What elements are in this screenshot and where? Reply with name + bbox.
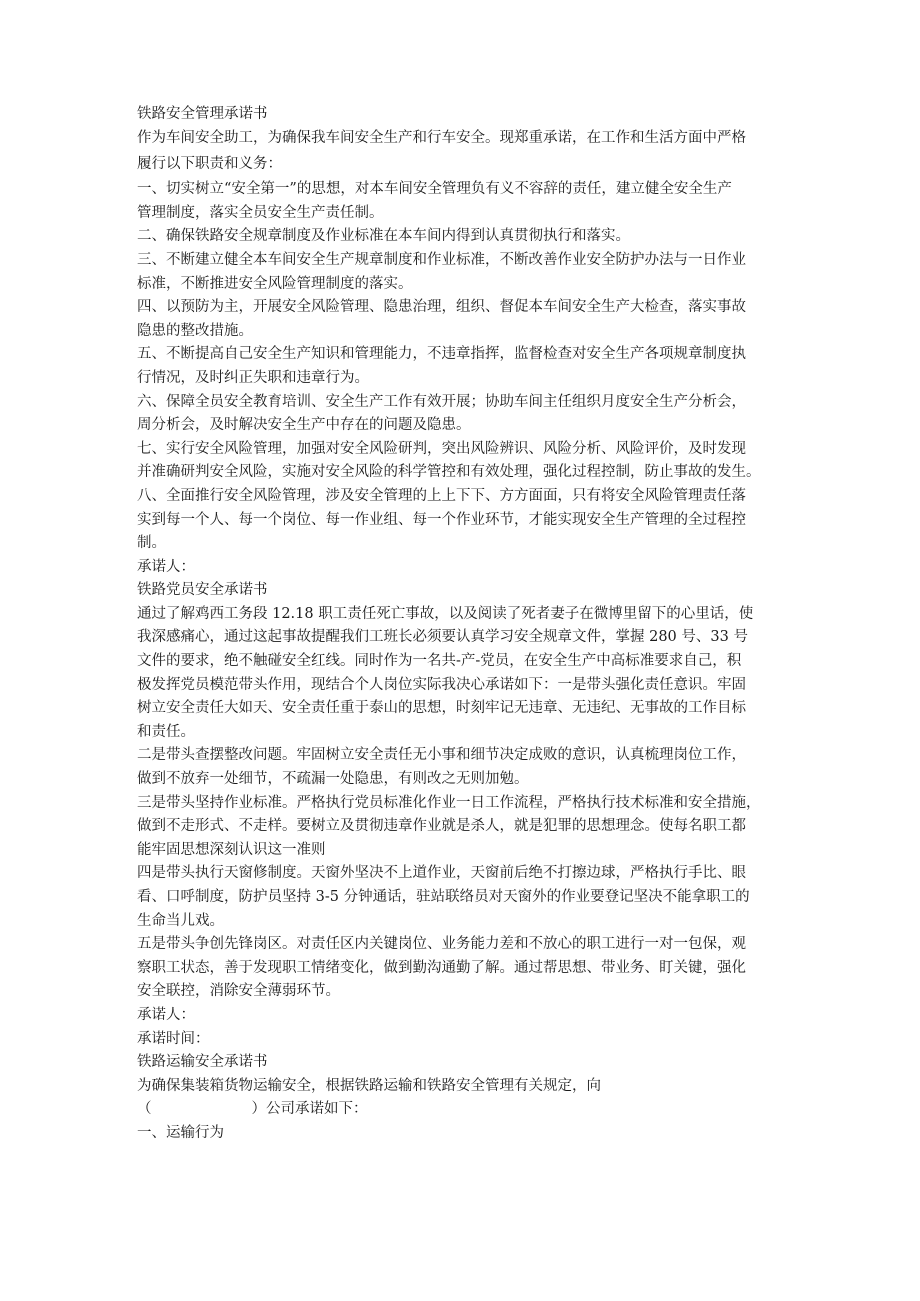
section2-line: 我深感痛心，通过这起事故提醒我们工班长必须要认真学习安全规章文件，掌握 280 号、33 号 bbox=[137, 629, 748, 646]
section1-item-line: 三、不断建立健全本车间安全生产规章制度和作业标准，不断改善作业安全防护办法与一日作业 bbox=[137, 251, 746, 268]
section2-line: 三是带头坚持作业标准。严格执行党员标准化作业一日工作流程，严格执行技术标准和安全措施， bbox=[137, 794, 761, 811]
section3-item-1: 一、运输行为 bbox=[137, 1124, 224, 1141]
section1-item-line: 管理制度，落实全员安全生产责任制。 bbox=[137, 204, 384, 221]
section1-item-line: 隐患的整改措施。 bbox=[137, 322, 253, 339]
section1-intro-line: 履行以下职责和义务： bbox=[137, 156, 282, 173]
paren-open: （ bbox=[137, 1101, 152, 1118]
section2-line: 生命当儿戏。 bbox=[137, 912, 224, 929]
section2-line: 通过了解鸡西工务段 12.18 职工责任死亡事故，以及阅读了死者妻子在微博里留下的心里话，使 bbox=[137, 605, 754, 622]
section1-item-line: 四、以预防为主，开展安全风险管理、隐患治理，组织、督促本车间安全生产大检查，落实事故 bbox=[137, 299, 746, 316]
section1-item-line: 周分析会，及时解决安全生产中存在的问题及隐患。 bbox=[137, 417, 471, 434]
section1-signer: 承诺人： bbox=[137, 558, 195, 575]
section1-item-line: 七、实行安全风险管理，加强对安全风险研判，突出风险辨识、风险分析、风险评价，及时发现 bbox=[137, 440, 746, 457]
section1-item-line: 行情况，及时纠正失职和违章行为。 bbox=[137, 369, 369, 386]
section1-item-line: 一、切实树立“安全第一”的思想，对本车间安全管理负有义不容辞的责任，建立健全安全生产 bbox=[137, 181, 732, 198]
section1-title: 铁路安全管理承诺书 bbox=[137, 106, 268, 122]
section1-item-line: 并准确研判安全风险，实施对安全风险的科学管控和有效处理，强化过程控制，防止事故的发生。 bbox=[137, 464, 761, 481]
section1-item-line: 五、不断提高自己安全生产知识和管理能力，不违章指挥，监督检查对安全生产各项规章制度执 bbox=[137, 346, 746, 363]
section1-item-line: 八、全面推行安全风险管理，涉及安全管理的上上下下、方方面面，只有将安全风险管理责任落 bbox=[137, 487, 746, 504]
section2-time: 承诺时间： bbox=[137, 1030, 210, 1047]
section3-line: 为确保集装箱货物运输安全，根据铁路运输和铁路安全管理有关规定，向 bbox=[137, 1077, 601, 1094]
section2-signer: 承诺人： bbox=[137, 1006, 195, 1023]
section2-line: 极发挥党员模范带头作用，现结合个人岗位实际我决心承诺如下：一是带头强化责任意识。牢固 bbox=[137, 676, 746, 693]
section2-line: 安全联控，消除安全薄弱环节。 bbox=[137, 983, 340, 1000]
section2-line: 看、口呼制度，防护员坚持 3-5 分钟通话，驻站联络员对天窗外的作业要登记坚决不能拿职工的 bbox=[137, 889, 750, 905]
document-page bbox=[137, 103, 787, 1146]
section2-line: 树立安全责任大如天、安全责任重于泰山的思想，时刻牢记无违章、无违纪、无事故的工作目标 bbox=[137, 700, 746, 717]
section1-item-line: 标准，不断推进安全风险管理制度的落实。 bbox=[137, 275, 413, 292]
section1-item-line: 实到每一个人、每一个岗位、每一作业组、每一个作业环节，才能实现安全生产管理的全过程控 bbox=[137, 511, 746, 528]
section2-line: 文件的要求，绝不触碰安全红线。同时作为一名共-产-党员，在安全生产中高标准要求自己，积 bbox=[137, 653, 742, 670]
section2-line: 和责任。 bbox=[137, 723, 195, 740]
section2-line: 做到不走形式、不走样。要树立及贯彻违章作业就是杀人，就是犯罪的思想理念。使每名职工都 bbox=[137, 818, 746, 835]
section1-intro-line: 作为车间安全助工，为确保我车间安全生产和行车安全。现郑重承诺，在工作和生活方面中严格 bbox=[137, 129, 746, 146]
section2-line: 做到不放弃一处细节，不疏漏一处隐患，有则改之无则加勉。 bbox=[137, 771, 529, 788]
paren-close: ）公司承诺如下： bbox=[251, 1101, 368, 1118]
section1-item-line: 六、保障全员安全教育培训、安全生产工作有效开展；协助车间主任组织月度安全生产分析会， bbox=[137, 393, 746, 410]
section1-item-line: 制。 bbox=[137, 535, 166, 552]
section3-title: 铁路运输安全承诺书 bbox=[137, 1054, 268, 1071]
section3-company-line bbox=[137, 1098, 787, 1122]
section2-line: 五是带头争创先锋岗区。对责任区内关键岗位、业务能力差和不放心的职工进行一对一包保，观 bbox=[137, 936, 746, 953]
section2-line: 四是带头执行天窗修制度。天窗外坚决不上道作业，天窗前后绝不打擦边球，严格执行手比、眼 bbox=[137, 865, 746, 882]
section2-line: 二是带头查摆整改问题。牢固树立安全责任无小事和细节决定成败的意识，认真梳理岗位工作， bbox=[137, 747, 746, 764]
section2-line: 能牢固思想深刻认识这一准则 bbox=[137, 841, 326, 858]
section2-line: 察职工状态，善于发现职工情绪变化，做到勤沟通勤了解。通过帮思想、带业务、盯关键，强化 bbox=[137, 959, 746, 976]
section2-title: 铁路党员安全承诺书 bbox=[137, 582, 268, 599]
section1-item-line: 二、确保铁路安全规章制度及作业标准在本车间内得到认真贯彻执行和落实。 bbox=[137, 228, 630, 245]
